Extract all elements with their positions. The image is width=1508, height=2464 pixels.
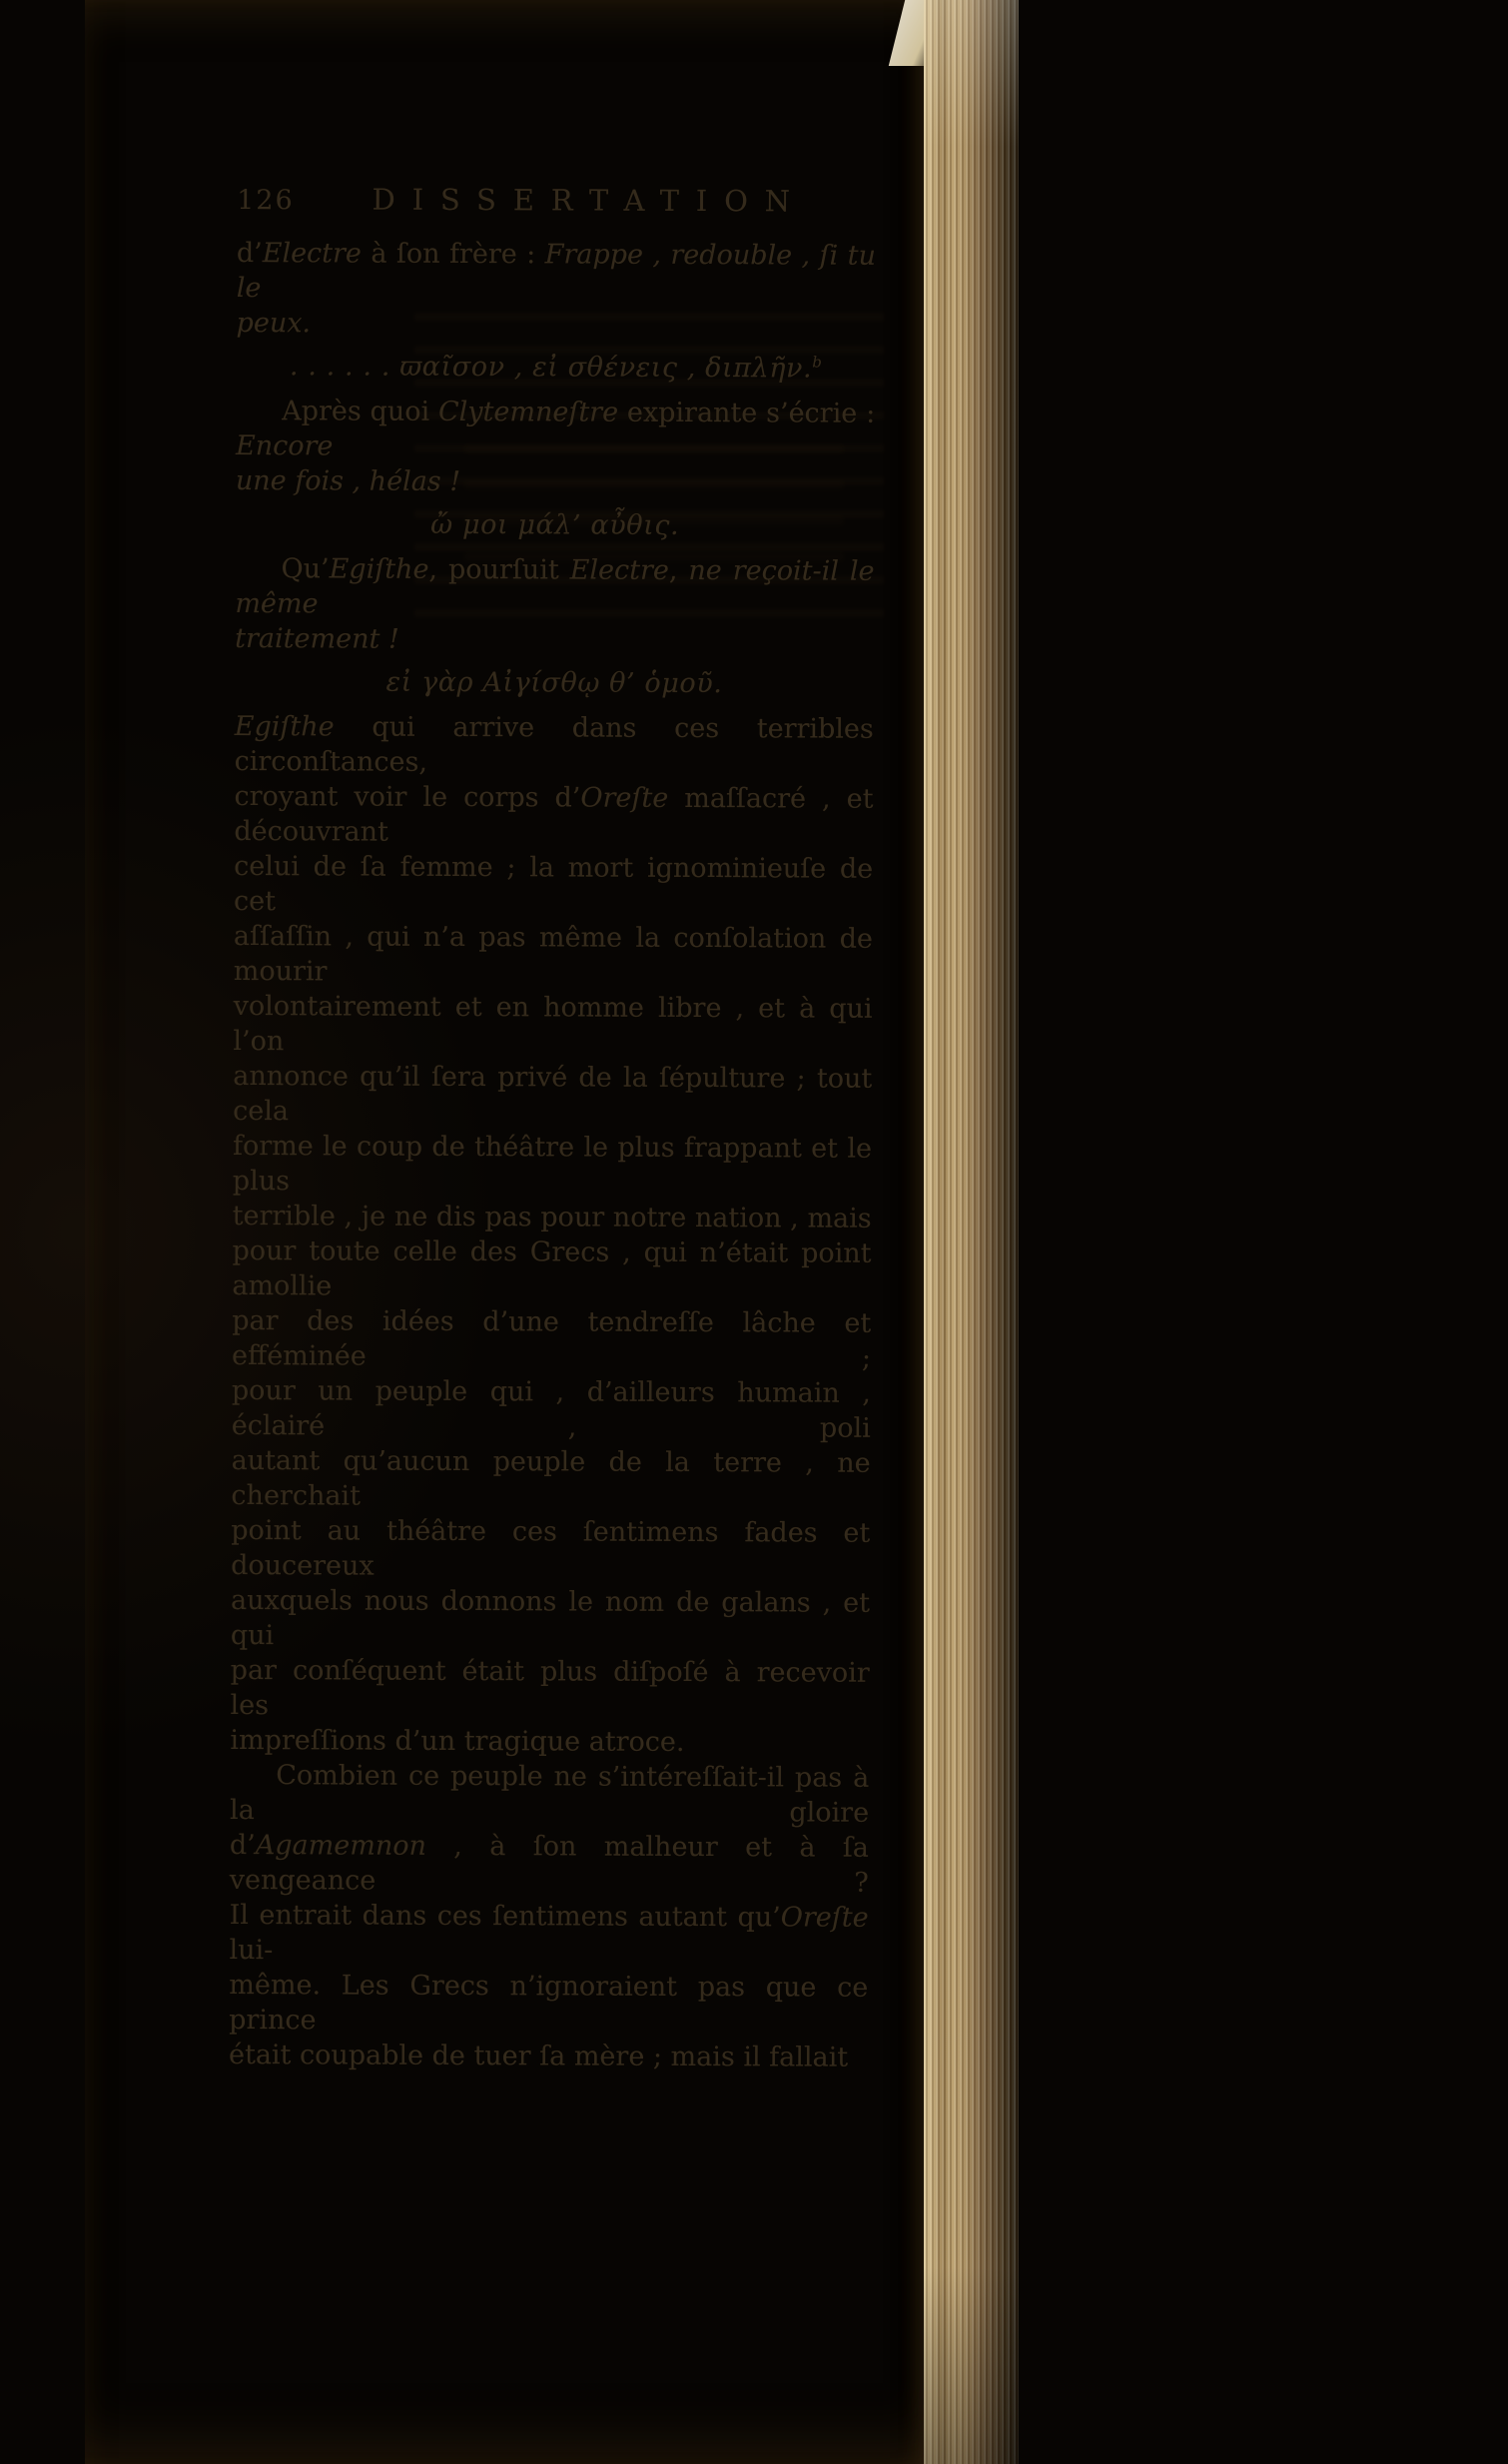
text-line (230, 1723, 869, 1761)
body-text: à ſon frère : (361, 238, 545, 271)
italic-text: Egiſthe (234, 710, 335, 743)
text-line (235, 551, 874, 624)
text-line (237, 306, 876, 344)
paragraph (230, 709, 874, 1761)
text-line (236, 463, 875, 501)
body-text: terrible , je ne dis pas pour notre nation , mais (232, 1200, 872, 1234)
text-line (234, 779, 873, 852)
italic-text: Clytemneſtre (437, 396, 619, 428)
body-text: Il entrait dans ces ſentimens autant qu’ (229, 1899, 781, 1934)
greek-quote-text: εἰ γὰρ Αἰγίσθῳ θ’ ὁμοῦ. (385, 666, 723, 700)
italic-text: Oreſte (580, 782, 669, 814)
italic-text: traitement ! (235, 622, 399, 655)
text-line (234, 849, 873, 922)
text-line (235, 709, 874, 782)
italic-text: Encore (235, 429, 334, 462)
body-text: aſſaſſin , qui n’a pas même la conſolation de mourir (233, 920, 873, 988)
body-text: d’ (236, 237, 263, 270)
text-line (232, 1233, 871, 1306)
greek-quote (236, 506, 875, 544)
text-line (233, 1199, 872, 1236)
body-text: forme le coup de théâtre le plus frappant et le plus (232, 1130, 873, 1198)
book-fore-edge (924, 0, 1019, 2464)
body-text: croyant voir le corps d’ (234, 780, 581, 814)
italic-text: Electre (569, 554, 669, 586)
text-line (230, 1828, 869, 1901)
book-page (85, 0, 924, 2464)
italic-text: Electre (262, 238, 363, 270)
page-number: 126 (237, 184, 295, 217)
body-text: autant qu’aucun peuple de la terre , ne cherchait (231, 1444, 871, 1512)
paragraph (235, 551, 874, 659)
body-text: lui- (229, 1934, 274, 1967)
italic-text: Egiſthe (329, 553, 429, 585)
italic-text: peux. (236, 307, 312, 340)
text-area (229, 236, 876, 2075)
body-text: d’ (229, 1829, 256, 1862)
paragraph (229, 1758, 869, 2075)
body-text: , pourſuit (428, 553, 570, 586)
body-text: était coupable de tuer ſa mère ; mais il fallait (228, 2039, 849, 2073)
body-text: maſſacré , et découvrant (234, 782, 874, 848)
body-text: point au théâtre ces ſentimens fades et doucereux (231, 1514, 871, 1582)
body-text: Qu’ (281, 553, 330, 585)
text-line (235, 621, 874, 659)
body-text: même. Les Grecs n’ignoraient pas que ce prince (229, 1969, 869, 2037)
text-line (229, 2038, 868, 2075)
text-line (236, 394, 875, 466)
text-line (229, 1898, 868, 1971)
text-line (232, 1303, 871, 1376)
italic-text: une fois , hélas ! (235, 464, 461, 497)
footnote-mark: b (812, 353, 822, 372)
text-line (233, 1129, 872, 1202)
body-text: expirante s’écrie : (618, 397, 876, 429)
body-text: Après quoi (282, 396, 439, 427)
text-line (230, 1653, 869, 1726)
body-text: celui de ſa femme ; la mort ignominieuſe de cet (233, 850, 874, 918)
text-line (234, 919, 873, 992)
text-line (230, 1758, 869, 1831)
body-text: annonce qu’il ſera privé de la ſépulture ; tout cela (233, 1060, 873, 1128)
body-text: volontairement et en homme libre , et à qui l’on (233, 990, 873, 1058)
greek-quote-text: ὤ μοι μάλ’ αὖθις. (430, 508, 680, 541)
text-line (231, 1443, 870, 1516)
italic-text: Oreſte (780, 1902, 869, 1934)
italic-text: Frappe , redouble , ſi tu le (236, 239, 876, 305)
text-line (233, 1059, 872, 1132)
body-text: qui arrive dans ces terribles circonſtances, (234, 711, 874, 778)
italic-text: Agamemnon (255, 1830, 426, 1862)
text-line (232, 1373, 871, 1446)
text-line (237, 236, 876, 309)
body-text: par conſéquent était plus diſpoſé à recevoir les (230, 1654, 870, 1722)
greek-quote (236, 349, 875, 387)
body-text: Combien ce peuple ne s’intéreſſait-il pas à la gloire (230, 1760, 870, 1829)
body-text: pour toute celle des Grecs , qui n’était point amollie (232, 1234, 872, 1302)
body-text: pour un peuple qui , d’ailleurs humain , éclairé , poli (231, 1374, 871, 1444)
running-title: DISSERTATION (372, 182, 807, 219)
body-text: , à ſon malheur et à ſa vengeance ? (229, 1830, 870, 1899)
italic-text: ne reçoit-il le même (235, 554, 875, 620)
page-header (237, 182, 876, 221)
body-text: impreſſions d’un tragique atroce. (230, 1724, 685, 1758)
text-line (231, 1513, 870, 1586)
greek-quote-text: . . . . . . ϖαῖσον , εἰ σθένεις , διπλῆν. (289, 351, 813, 385)
paragraph (237, 236, 876, 344)
text-line (229, 1968, 868, 2041)
page-content (229, 0, 877, 2075)
text-line (231, 1583, 870, 1656)
paragraph (236, 394, 875, 501)
body-text: par des idées d’une tendreſſe lâche et efféminée ; (232, 1304, 872, 1374)
body-text: , (668, 554, 689, 586)
text-line (233, 989, 872, 1062)
greek-quote (235, 664, 874, 702)
body-text: auxquels nous donnons le nom de galans , et qui (230, 1584, 871, 1652)
